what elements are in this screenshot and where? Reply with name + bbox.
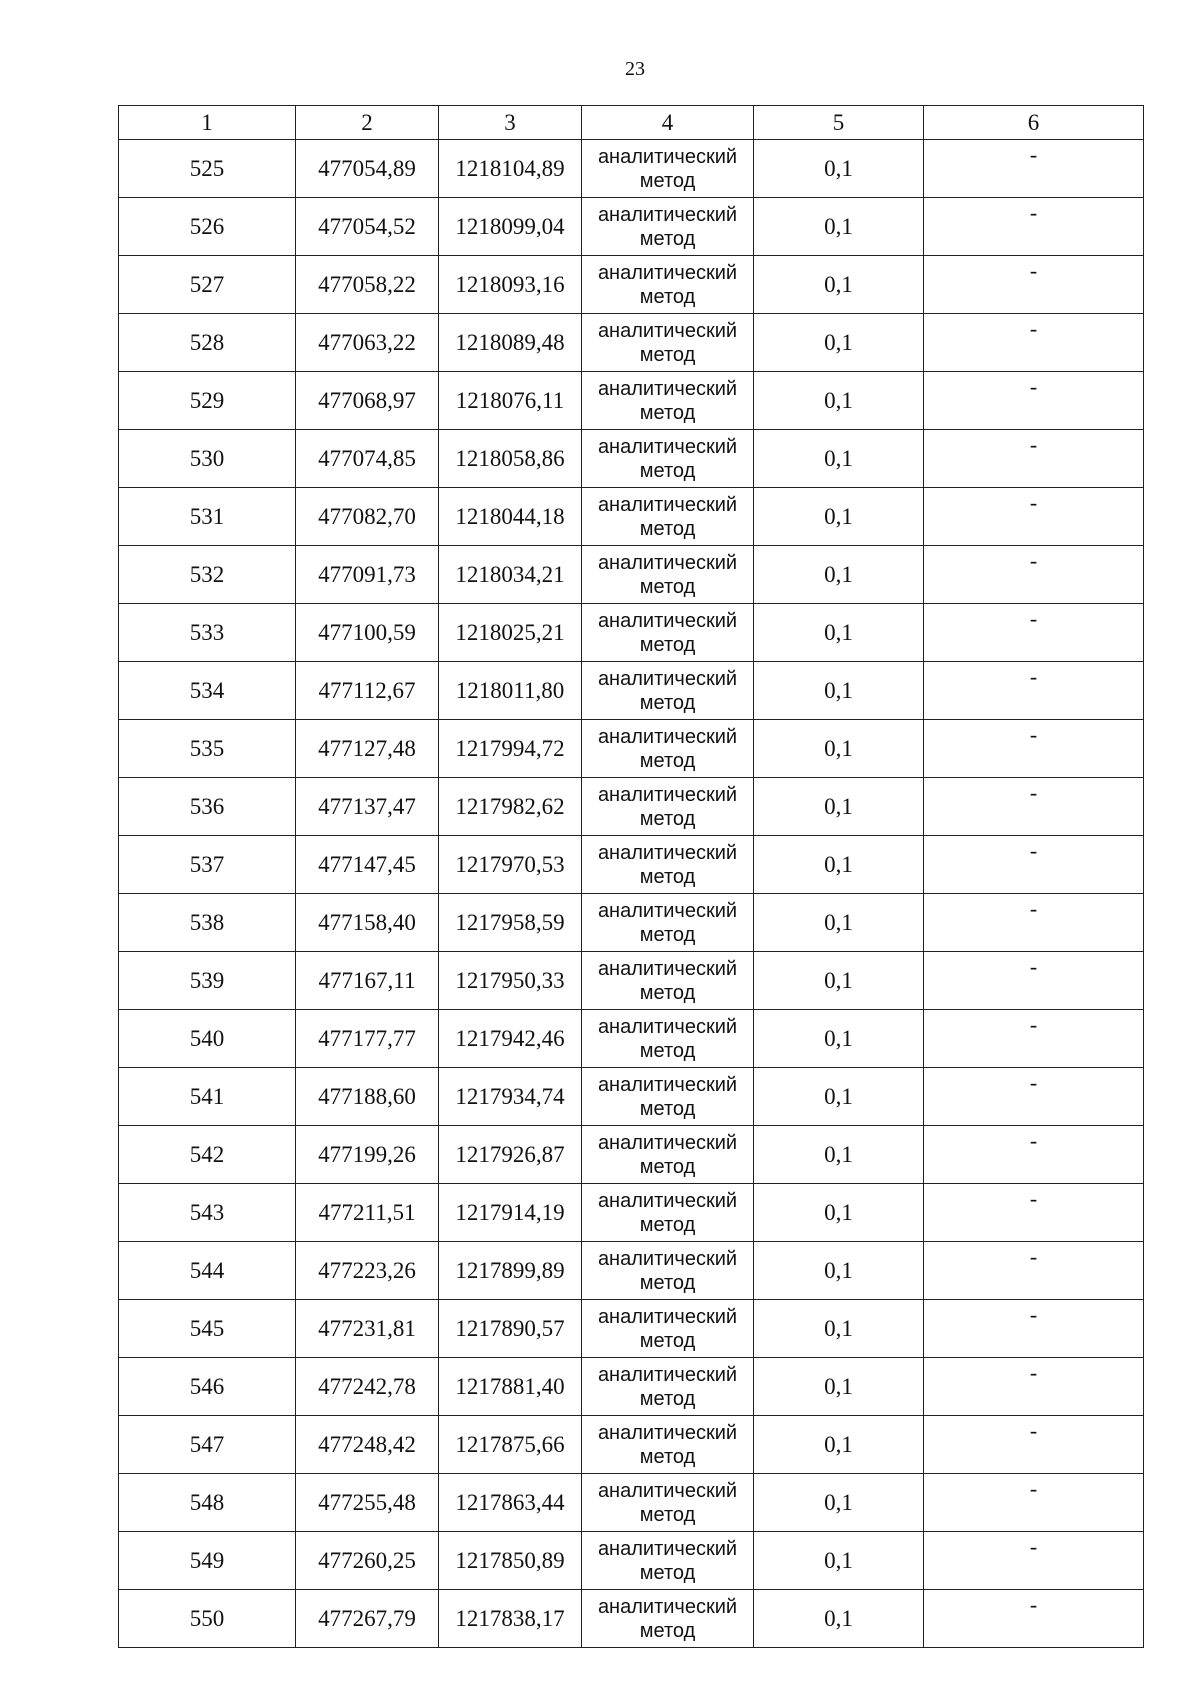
table-row: [119, 140, 1144, 198]
x-coordinate-cell: 477223,26: [296, 1242, 439, 1300]
method-text: метод: [639, 227, 696, 250]
y-coordinate-cell: 1217934,74: [439, 1068, 582, 1126]
method-cell: [582, 546, 754, 604]
method-text: аналитический: [597, 1421, 738, 1444]
table-row: [119, 256, 1144, 314]
method-text: аналитический: [597, 319, 738, 342]
table-row: [119, 1242, 1144, 1300]
x-coordinate-cell: 477167,11: [296, 952, 439, 1010]
accuracy-cell: 0,1: [754, 1010, 924, 1068]
method-cell: [582, 1010, 754, 1068]
method-cell: [582, 720, 754, 778]
method-cell: [582, 1590, 754, 1648]
method-text: метод: [639, 1387, 696, 1410]
accuracy-cell: 0,1: [754, 488, 924, 546]
table-row: [119, 1474, 1144, 1532]
method-text: метод: [639, 169, 696, 192]
coordinates-table: [118, 105, 1144, 1648]
method-text: аналитический: [597, 899, 738, 922]
accuracy-cell: 0,1: [754, 372, 924, 430]
method-text: аналитический: [597, 783, 738, 806]
column-header: 4: [582, 106, 754, 140]
method-text: метод: [639, 1329, 696, 1352]
method-text: аналитический: [597, 493, 738, 516]
table-row: [119, 1358, 1144, 1416]
x-coordinate-cell: 477147,45: [296, 836, 439, 894]
method-text: метод: [639, 1097, 696, 1120]
note-cell: -: [924, 1126, 1144, 1184]
y-coordinate-cell: 1217982,62: [439, 778, 582, 836]
column-header: 5: [754, 106, 924, 140]
x-coordinate-cell: 477231,81: [296, 1300, 439, 1358]
method-text: аналитический: [597, 551, 738, 574]
table-row: [119, 314, 1144, 372]
accuracy-cell: 0,1: [754, 1532, 924, 1590]
x-coordinate-cell: 477260,25: [296, 1532, 439, 1590]
accuracy-cell: 0,1: [754, 198, 924, 256]
method-text: аналитический: [597, 145, 738, 168]
x-coordinate-cell: 477054,89: [296, 140, 439, 198]
note-cell: -: [924, 778, 1144, 836]
x-coordinate-cell: 477188,60: [296, 1068, 439, 1126]
accuracy-cell: 0,1: [754, 720, 924, 778]
y-coordinate-cell: 1217875,66: [439, 1416, 582, 1474]
note-cell: -: [924, 604, 1144, 662]
table-row: [119, 1300, 1144, 1358]
method-text: аналитический: [597, 1595, 738, 1618]
y-coordinate-cell: 1217863,44: [439, 1474, 582, 1532]
accuracy-cell: 0,1: [754, 430, 924, 488]
method-text: аналитический: [597, 1131, 738, 1154]
method-text: аналитический: [597, 377, 738, 400]
accuracy-cell: 0,1: [754, 836, 924, 894]
accuracy-cell: 0,1: [754, 662, 924, 720]
accuracy-cell: 0,1: [754, 1242, 924, 1300]
note-cell: -: [924, 1358, 1144, 1416]
method-text: аналитический: [597, 725, 738, 748]
method-text: аналитический: [597, 841, 738, 864]
method-text: метод: [639, 1503, 696, 1526]
accuracy-cell: 0,1: [754, 1068, 924, 1126]
method-cell: [582, 1300, 754, 1358]
method-cell: [582, 1416, 754, 1474]
point-number-cell: 549: [119, 1532, 296, 1590]
x-coordinate-cell: 477082,70: [296, 488, 439, 546]
y-coordinate-cell: 1218089,48: [439, 314, 582, 372]
note-cell: -: [924, 1590, 1144, 1648]
method-cell: [582, 952, 754, 1010]
method-text: метод: [639, 807, 696, 830]
accuracy-cell: 0,1: [754, 1590, 924, 1648]
x-coordinate-cell: 477211,51: [296, 1184, 439, 1242]
y-coordinate-cell: 1217850,89: [439, 1532, 582, 1590]
method-text: метод: [639, 459, 696, 482]
point-number-cell: 542: [119, 1126, 296, 1184]
method-text: метод: [639, 1039, 696, 1062]
accuracy-cell: 0,1: [754, 546, 924, 604]
accuracy-cell: 0,1: [754, 1416, 924, 1474]
y-coordinate-cell: 1218025,21: [439, 604, 582, 662]
note-cell: -: [924, 1474, 1144, 1532]
method-text: метод: [639, 1445, 696, 1468]
method-text: метод: [639, 923, 696, 946]
accuracy-cell: 0,1: [754, 952, 924, 1010]
x-coordinate-cell: 477074,85: [296, 430, 439, 488]
point-number-cell: 529: [119, 372, 296, 430]
note-cell: -: [924, 314, 1144, 372]
column-header: 6: [924, 106, 1144, 140]
accuracy-cell: 0,1: [754, 140, 924, 198]
accuracy-cell: 0,1: [754, 894, 924, 952]
method-cell: [582, 1068, 754, 1126]
y-coordinate-cell: 1218058,86: [439, 430, 582, 488]
x-coordinate-cell: 477100,59: [296, 604, 439, 662]
table-row: [119, 1590, 1144, 1648]
method-text: метод: [639, 1561, 696, 1584]
y-coordinate-cell: 1218104,89: [439, 140, 582, 198]
method-cell: [582, 488, 754, 546]
accuracy-cell: 0,1: [754, 314, 924, 372]
point-number-cell: 526: [119, 198, 296, 256]
method-text: метод: [639, 633, 696, 656]
note-cell: -: [924, 894, 1144, 952]
point-number-cell: 532: [119, 546, 296, 604]
method-text: метод: [639, 1213, 696, 1236]
table-row: [119, 430, 1144, 488]
table-row: [119, 1416, 1144, 1474]
x-coordinate-cell: 477177,77: [296, 1010, 439, 1068]
point-number-cell: 525: [119, 140, 296, 198]
point-number-cell: 540: [119, 1010, 296, 1068]
y-coordinate-cell: 1217926,87: [439, 1126, 582, 1184]
y-coordinate-cell: 1217899,89: [439, 1242, 582, 1300]
note-cell: -: [924, 488, 1144, 546]
table-row: [119, 546, 1144, 604]
method-text: метод: [639, 981, 696, 1004]
method-text: метод: [639, 285, 696, 308]
accuracy-cell: 0,1: [754, 1126, 924, 1184]
point-number-cell: 534: [119, 662, 296, 720]
method-text: аналитический: [597, 1189, 738, 1212]
method-text: аналитический: [597, 1073, 738, 1096]
method-cell: [582, 1358, 754, 1416]
method-cell: [582, 198, 754, 256]
table-row: [119, 1184, 1144, 1242]
x-coordinate-cell: 477068,97: [296, 372, 439, 430]
point-number-cell: 533: [119, 604, 296, 662]
x-coordinate-cell: 477063,22: [296, 314, 439, 372]
x-coordinate-cell: 477158,40: [296, 894, 439, 952]
table-row: [119, 604, 1144, 662]
table-row: [119, 894, 1144, 952]
method-text: аналитический: [597, 957, 738, 980]
point-number-cell: 543: [119, 1184, 296, 1242]
x-coordinate-cell: 477112,67: [296, 662, 439, 720]
page-number: 23: [625, 58, 645, 80]
x-coordinate-cell: 477054,52: [296, 198, 439, 256]
point-number-cell: 545: [119, 1300, 296, 1358]
method-cell: [582, 1242, 754, 1300]
point-number-cell: 536: [119, 778, 296, 836]
note-cell: -: [924, 140, 1144, 198]
method-cell: [582, 140, 754, 198]
y-coordinate-cell: 1217994,72: [439, 720, 582, 778]
method-cell: [582, 372, 754, 430]
x-coordinate-cell: 477058,22: [296, 256, 439, 314]
note-cell: -: [924, 952, 1144, 1010]
method-text: метод: [639, 1155, 696, 1178]
method-cell: [582, 1126, 754, 1184]
point-number-cell: 546: [119, 1358, 296, 1416]
note-cell: -: [924, 1416, 1144, 1474]
method-cell: [582, 836, 754, 894]
note-cell: -: [924, 198, 1144, 256]
y-coordinate-cell: 1217970,53: [439, 836, 582, 894]
x-coordinate-cell: 477091,73: [296, 546, 439, 604]
x-coordinate-cell: 477242,78: [296, 1358, 439, 1416]
note-cell: -: [924, 662, 1144, 720]
y-coordinate-cell: 1217881,40: [439, 1358, 582, 1416]
note-cell: -: [924, 256, 1144, 314]
note-cell: -: [924, 836, 1144, 894]
table-header-row: [119, 106, 1144, 140]
method-cell: [582, 894, 754, 952]
method-text: аналитический: [597, 435, 738, 458]
method-text: метод: [639, 691, 696, 714]
point-number-cell: 539: [119, 952, 296, 1010]
method-text: аналитический: [597, 261, 738, 284]
method-text: аналитический: [597, 203, 738, 226]
note-cell: -: [924, 720, 1144, 778]
note-cell: -: [924, 1242, 1144, 1300]
table-row: [119, 1068, 1144, 1126]
accuracy-cell: 0,1: [754, 256, 924, 314]
note-cell: -: [924, 546, 1144, 604]
point-number-cell: 530: [119, 430, 296, 488]
note-cell: -: [924, 372, 1144, 430]
note-cell: -: [924, 1010, 1144, 1068]
y-coordinate-cell: 1218034,21: [439, 546, 582, 604]
method-text: аналитический: [597, 1247, 738, 1270]
point-number-cell: 531: [119, 488, 296, 546]
method-cell: [582, 314, 754, 372]
table-row: [119, 1010, 1144, 1068]
point-number-cell: 538: [119, 894, 296, 952]
accuracy-cell: 0,1: [754, 1184, 924, 1242]
point-number-cell: 550: [119, 1590, 296, 1648]
note-cell: -: [924, 1068, 1144, 1126]
method-text: метод: [639, 865, 696, 888]
method-cell: [582, 430, 754, 488]
point-number-cell: 548: [119, 1474, 296, 1532]
method-text: метод: [639, 575, 696, 598]
y-coordinate-cell: 1218076,11: [439, 372, 582, 430]
table-body: [119, 140, 1144, 1648]
table-row: [119, 1532, 1144, 1590]
method-text: метод: [639, 1271, 696, 1294]
method-text: аналитический: [597, 1363, 738, 1386]
note-cell: -: [924, 1184, 1144, 1242]
x-coordinate-cell: 477255,48: [296, 1474, 439, 1532]
note-cell: -: [924, 1532, 1144, 1590]
table-row: [119, 720, 1144, 778]
method-text: метод: [639, 401, 696, 424]
table-row: [119, 372, 1144, 430]
y-coordinate-cell: 1217890,57: [439, 1300, 582, 1358]
accuracy-cell: 0,1: [754, 1300, 924, 1358]
method-text: аналитический: [597, 1537, 738, 1560]
y-coordinate-cell: 1217950,33: [439, 952, 582, 1010]
x-coordinate-cell: 477199,26: [296, 1126, 439, 1184]
point-number-cell: 527: [119, 256, 296, 314]
method-text: метод: [639, 1619, 696, 1642]
method-cell: [582, 1474, 754, 1532]
y-coordinate-cell: 1217838,17: [439, 1590, 582, 1648]
method-text: метод: [639, 749, 696, 772]
x-coordinate-cell: 477248,42: [296, 1416, 439, 1474]
method-cell: [582, 778, 754, 836]
x-coordinate-cell: 477267,79: [296, 1590, 439, 1648]
table-row: [119, 1126, 1144, 1184]
table-row: [119, 952, 1144, 1010]
method-cell: [582, 256, 754, 314]
method-cell: [582, 1184, 754, 1242]
method-text: аналитический: [597, 667, 738, 690]
table-row: [119, 488, 1144, 546]
table-row: [119, 778, 1144, 836]
method-text: аналитический: [597, 1479, 738, 1502]
method-text: метод: [639, 343, 696, 366]
y-coordinate-cell: 1218099,04: [439, 198, 582, 256]
method-text: аналитический: [597, 1305, 738, 1328]
point-number-cell: 535: [119, 720, 296, 778]
accuracy-cell: 0,1: [754, 1474, 924, 1532]
table-row: [119, 198, 1144, 256]
column-header: 2: [296, 106, 439, 140]
column-header: 1: [119, 106, 296, 140]
y-coordinate-cell: 1218093,16: [439, 256, 582, 314]
y-coordinate-cell: 1217914,19: [439, 1184, 582, 1242]
note-cell: -: [924, 1300, 1144, 1358]
point-number-cell: 537: [119, 836, 296, 894]
table-row: [119, 836, 1144, 894]
accuracy-cell: 0,1: [754, 604, 924, 662]
y-coordinate-cell: 1218044,18: [439, 488, 582, 546]
column-header: 3: [439, 106, 582, 140]
accuracy-cell: 0,1: [754, 1358, 924, 1416]
x-coordinate-cell: 477127,48: [296, 720, 439, 778]
y-coordinate-cell: 1217958,59: [439, 894, 582, 952]
y-coordinate-cell: 1218011,80: [439, 662, 582, 720]
x-coordinate-cell: 477137,47: [296, 778, 439, 836]
method-text: аналитический: [597, 609, 738, 632]
method-text: аналитический: [597, 1015, 738, 1038]
point-number-cell: 544: [119, 1242, 296, 1300]
point-number-cell: 528: [119, 314, 296, 372]
method-cell: [582, 604, 754, 662]
note-cell: -: [924, 430, 1144, 488]
accuracy-cell: 0,1: [754, 778, 924, 836]
method-cell: [582, 662, 754, 720]
point-number-cell: 541: [119, 1068, 296, 1126]
method-cell: [582, 1532, 754, 1590]
method-text: метод: [639, 517, 696, 540]
table-row: [119, 662, 1144, 720]
point-number-cell: 547: [119, 1416, 296, 1474]
y-coordinate-cell: 1217942,46: [439, 1010, 582, 1068]
